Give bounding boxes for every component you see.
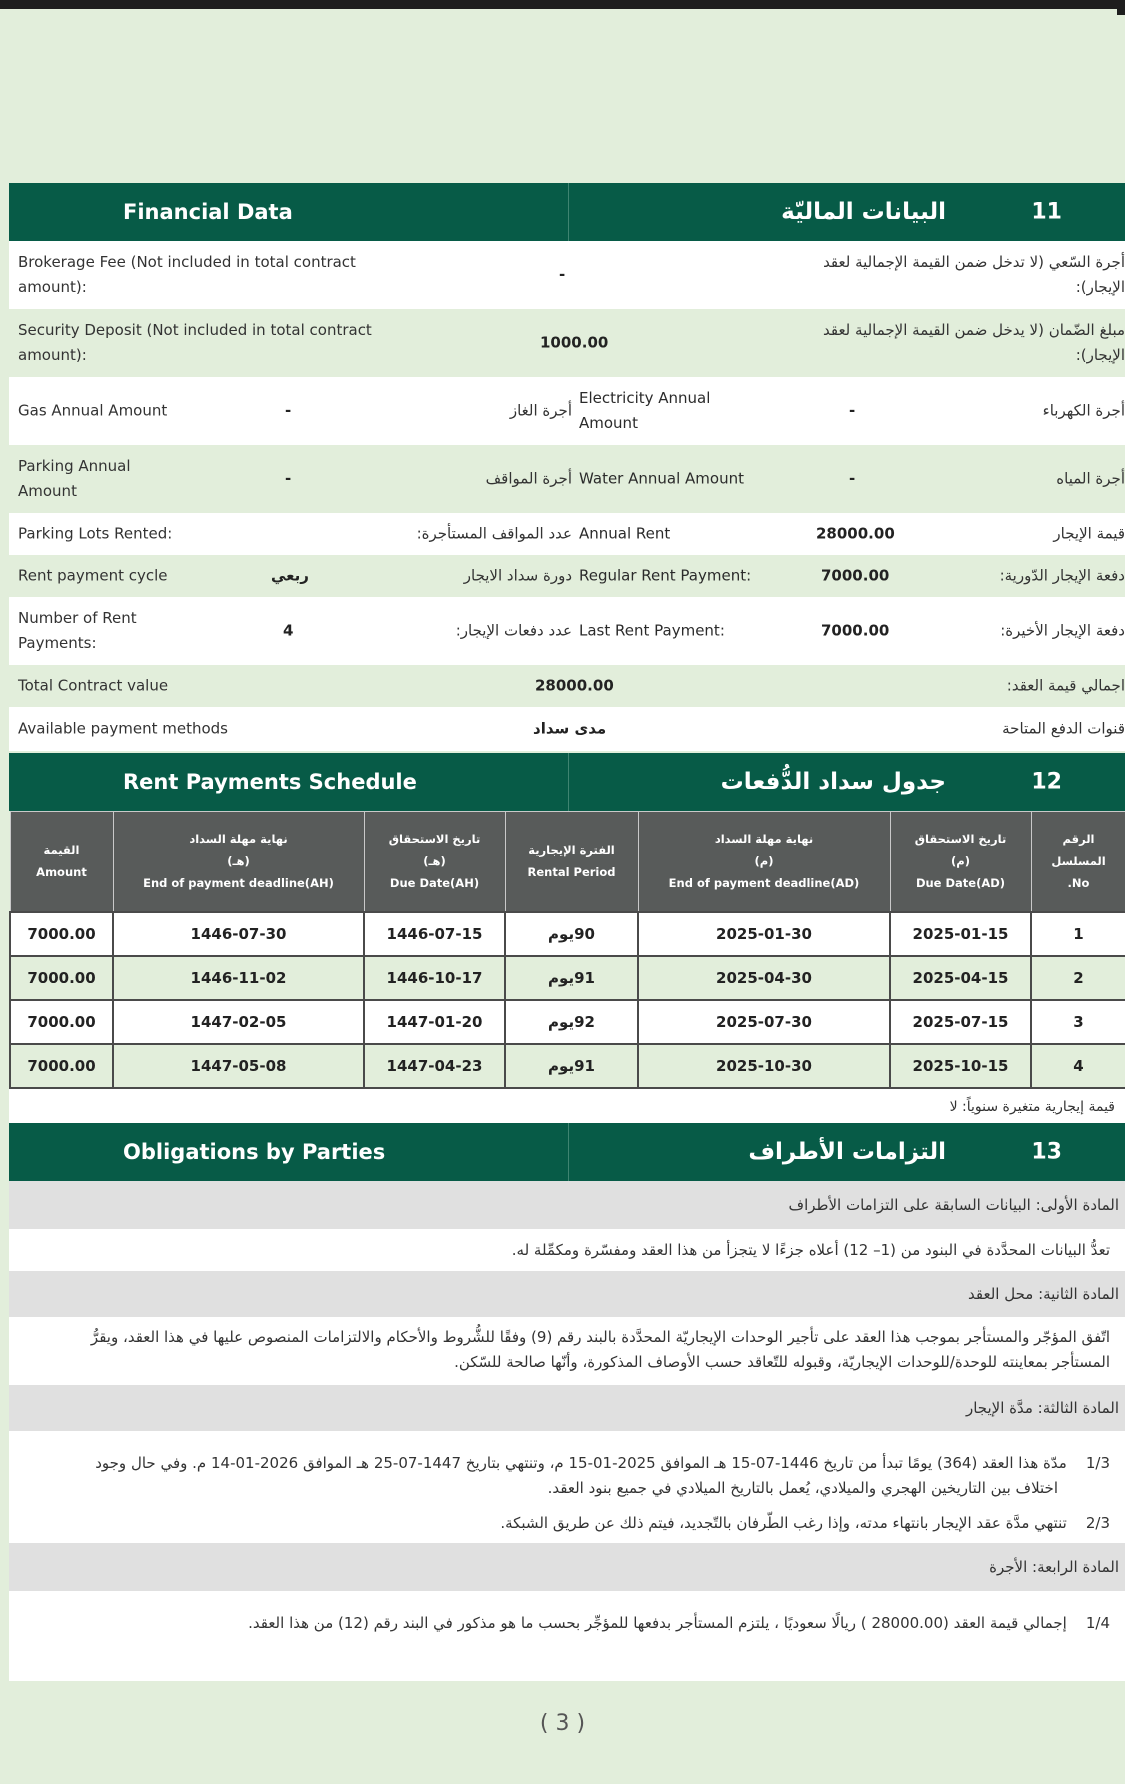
article-4-title-row (9, 1543, 1125, 1591)
article-1-title-row (9, 1181, 1125, 1229)
methods-label-ar: قنوات الدفع المتاحة (1002, 719, 1125, 738)
schedule-section-number: 12 (1031, 769, 1062, 795)
article-3-title-row (9, 1385, 1125, 1431)
article-2-title-row (9, 1271, 1125, 1317)
col-due-ah: تاريخ الاستحقاق (هـ) Due Date(AH) (364, 812, 505, 912)
regular-payment-label-en: Regular Rent Payment: (579, 566, 752, 585)
article-2-text: اتّفق المؤجّر والمستأجر بموجب هذا العقد على تأجير الوحدات الإيجاريّة المحدَّدة بالبند رقم (9) وفقًا للشُّروط والأحكام والالتزامات المنصوص عليها في هذا العقد، ويقرُّ المستأجر بمعاينته للوحدة/للوحدات الإيجاريّة، وقبوله للتّعاقد حسب الأوصاف المذكورة، وأنّها صالحة للسّكن. (90, 1328, 1110, 1371)
schedule-title-ar: جدول سداد الدُّفعات (720, 769, 946, 795)
article-3-body-row (9, 1431, 1125, 1543)
methods-label-en: Available payment methods (18, 719, 228, 738)
payments-count-label-ar: عدد دفعات الإيجار: (455, 621, 572, 640)
article-2-body-row (9, 1317, 1125, 1385)
obligations-section (9, 1123, 1125, 1680)
cell-end-ah: 1446-11-02 (113, 956, 364, 1000)
table-row (10, 1000, 1125, 1044)
brokerage-label-ar: أجرة السّعي (لا تدخل ضمن القيمة الإجمالية لعقد الإيجار): (823, 253, 1125, 296)
top-bar-edge (1117, 9, 1125, 15)
col-due-ad: تاريخ الاستحقاق (م) Due Date(AD) (890, 812, 1031, 912)
cell-no: 1 (1031, 912, 1125, 956)
col-no: الرقم المسلسل .No (1031, 812, 1125, 912)
electricity-label-ar: أجرة الكهرباء (1042, 401, 1125, 420)
cell-end-ad: 2025-10-30 (638, 1044, 890, 1088)
water-label-ar: أجرة المياه (1056, 469, 1125, 488)
article-4-clause-1: 1/4 إجمالي قيمة العقد (28000.00 ) ريالًا سعوديًا ، يلتزم المستأجر بدفعها للمؤجِّر بحسب ما هو مذكور في البند رقم (12) من هذا العقد. (248, 1614, 1110, 1632)
gas-label-ar: أجرة الغاز (509, 401, 572, 420)
annual-rent-label-en: Annual Rent (579, 524, 671, 543)
cell-due-ad: 2025-07-15 (890, 1000, 1031, 1044)
cell-period: 91يوم (505, 956, 638, 1000)
last-payment-label-ar: دفعة الإيجار الأخيرة: (1000, 621, 1125, 640)
annual-rent-label-ar: قيمة الإيجار (1053, 524, 1125, 543)
article-3-clause-2: 2/3 تنتهي مدَّة عقد الإيجار بانتهاء مدته، وإذا رغب الطّرفان بالتّجديد، فيتم ذلك عن طريق الشبكة. (500, 1514, 1110, 1532)
article-4-body-row (9, 1591, 1125, 1681)
cell-end-ah: 1447-02-05 (113, 1000, 364, 1044)
parking-label-ar: أجرة المواقف (485, 469, 572, 488)
parking-lots-label-ar: عدد المواقف المستأجرة: (416, 524, 572, 543)
schedule-header (9, 753, 1125, 811)
annual-rent-value: 28000.00 (816, 524, 895, 543)
page-number: ( 3 ) (539, 1711, 586, 1736)
total-row (9, 665, 1125, 707)
article-1-body-row (9, 1229, 1125, 1271)
parking-lots-label-en: Parking Lots Rented: (18, 524, 173, 543)
brokerage-label-en: Brokerage Fee (Not included in total contract amount): (18, 253, 356, 296)
financial-section-number: 11 (1031, 199, 1062, 225)
article-2-title: المادة الثانية: محل العقد (968, 1285, 1119, 1303)
cell-period: 90يوم (505, 912, 638, 956)
cycle-value: ربعي (271, 566, 309, 585)
cell-no: 2 (1031, 956, 1125, 1000)
deposit-label-ar: مبلغ الضّمان (لا يدخل ضمن القيمة الإجمالية لعقد الإيجار): (822, 321, 1125, 364)
col-end-ad: نهاية مهلة السداد (م) End of payment deadline(AD) (638, 812, 890, 912)
obligations-header (9, 1123, 1125, 1181)
financial-section (9, 183, 1125, 751)
variable-rent-note: قيمة إيجارية متغيرة سنوياً: لا (949, 1098, 1115, 1115)
cell-end-ad: 2025-04-30 (638, 956, 890, 1000)
count-last-row (9, 597, 1125, 665)
parking-value: - (285, 469, 292, 488)
table-row (10, 1044, 1125, 1088)
gas-value: - (285, 401, 292, 420)
water-label-en: Water Annual Amount (579, 469, 744, 488)
gas-electricity-row (9, 377, 1125, 445)
brokerage-value: - (559, 265, 566, 284)
total-value: 28000.00 (535, 676, 614, 695)
col-period: الفترة الإيجارية Rental Period (505, 812, 638, 912)
cell-end-ad: 2025-07-30 (638, 1000, 890, 1044)
methods-value: مدى سداد (533, 719, 607, 738)
cell-due-ad: 2025-10-15 (890, 1044, 1031, 1088)
total-label-en: Total Contract value (18, 676, 169, 695)
cell-amount: 7000.00 (10, 912, 113, 956)
cycle-label-ar: دورة سداد الايجار (463, 566, 572, 585)
regular-payment-value: 7000.00 (821, 566, 890, 585)
cell-end-ah: 1446-07-30 (113, 912, 364, 956)
electricity-label-en: Electricity Annual Amount (579, 389, 711, 432)
water-value: - (849, 469, 856, 488)
cell-due-ah: 1446-07-15 (364, 912, 505, 956)
cycle-regular-row (9, 555, 1125, 597)
cell-amount: 7000.00 (10, 956, 113, 1000)
lots-annual-row (9, 513, 1125, 555)
col-amount: القيمة Amount (10, 812, 113, 912)
cell-end-ah: 1447-05-08 (113, 1044, 364, 1088)
parking-water-row (9, 445, 1125, 513)
cell-amount: 7000.00 (10, 1000, 113, 1044)
schedule-section (9, 753, 1125, 1125)
cell-due-ah: 1447-01-20 (364, 1000, 505, 1044)
payments-table (9, 811, 1125, 1089)
total-label-ar: اجمالي قيمة العقد: (1006, 676, 1125, 695)
cell-period: 92يوم (505, 1000, 638, 1044)
deposit-value: 1000.00 (540, 333, 609, 352)
table-row (10, 956, 1125, 1000)
col-end-ah: نهاية مهلة السداد (هـ) End of payment deadline(AH) (113, 812, 364, 912)
last-payment-label-en: Last Rent Payment: (579, 621, 725, 640)
electricity-value: - (849, 401, 856, 420)
payments-count-label-en: Number of Rent Payments: (18, 609, 137, 652)
brokerage-row (9, 241, 1125, 309)
methods-row (9, 707, 1125, 751)
deposit-label-en: Security Deposit (Not included in total contract amount): (18, 321, 372, 364)
gas-label-en: Gas Annual Amount (18, 401, 168, 420)
obligations-title-ar: التزامات الأطراف (748, 1139, 946, 1165)
financial-title-en: Financial Data (9, 183, 569, 241)
top-bar (0, 0, 1125, 9)
cycle-label-en: Rent payment cycle (18, 566, 168, 585)
variable-rent-note-row (9, 1089, 1125, 1125)
parking-label-en: Parking Annual Amount (18, 457, 131, 500)
cell-due-ad: 2025-01-15 (890, 912, 1031, 956)
cell-due-ah: 1446-10-17 (364, 956, 505, 1000)
payments-count-value: 4 (283, 621, 294, 640)
cell-no: 4 (1031, 1044, 1125, 1088)
article-1-title: المادة الأولى: البيانات السابقة على التزامات الأطراف (788, 1196, 1119, 1214)
schedule-title-en: Rent Payments Schedule (9, 753, 569, 811)
article-1-text: تعدُّ البيانات المحدَّدة في البنود من (1– 12) أعلاه جزءًا لا يتجزأ من هذا العقد ومفسّرة ومكمِّلة له. (511, 1241, 1110, 1259)
cell-due-ad: 2025-04-15 (890, 956, 1031, 1000)
cell-end-ad: 2025-01-30 (638, 912, 890, 956)
obligations-section-number: 13 (1031, 1139, 1062, 1165)
last-payment-value: 7000.00 (821, 621, 890, 640)
table-row (10, 912, 1125, 956)
cell-no: 3 (1031, 1000, 1125, 1044)
obligations-title-en: Obligations by Parties (9, 1123, 569, 1181)
financial-title-ar: البيانات الماليّة (781, 199, 946, 225)
article-3-clause-1: 1/3 مدّة هذا العقد (364) يومًا تبدأ من تاريخ 1446-07-15 هـ الموافق 2025-01-15 م، وتنتهي بتاريخ 1447-07-25 هـ الموافق 2026-01-14 م. وفي حال وجود اختلاف بين التاريخين الهجري والميلادي، يُعمل بالتاريخ الميلادي في جميع بنود العقد. (95, 1454, 1110, 1497)
article-3-title: المادة الثالثة: مدَّة الإيجار (965, 1399, 1119, 1417)
financial-header (9, 183, 1125, 241)
deposit-row (9, 309, 1125, 377)
article-4-title: المادة الرابعة: الأجرة (989, 1558, 1119, 1576)
table-header-row (10, 812, 1125, 912)
cell-amount: 7000.00 (10, 1044, 113, 1088)
cell-due-ah: 1447-04-23 (364, 1044, 505, 1088)
cell-period: 91يوم (505, 1044, 638, 1088)
regular-payment-label-ar: دفعة الإيجار الدّورية: (999, 566, 1125, 585)
